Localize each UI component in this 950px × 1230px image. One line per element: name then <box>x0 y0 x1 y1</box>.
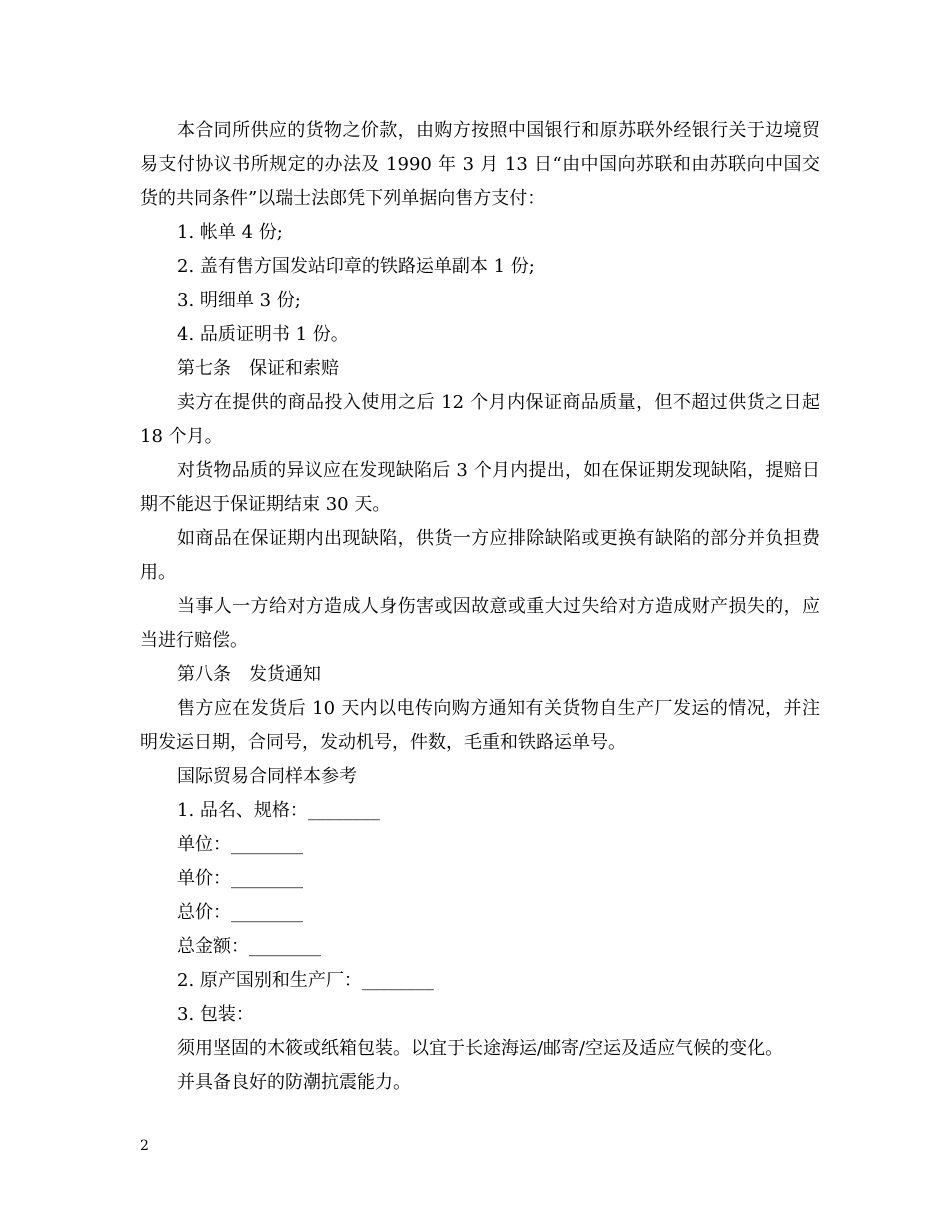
list-item-invoice: 1. 帐单 4 份; <box>177 222 283 243</box>
blank-line: ________ <box>231 834 303 855</box>
field-total-price <box>140 896 820 930</box>
field-unit-price <box>140 862 820 896</box>
paragraph-packing-requirement: 须用坚固的木筱或纸箱包装。以宜于长途海运/邮寄/空运及适应气候的变化。 <box>177 1038 784 1059</box>
paragraph-shipping-notice: 售方应在发货后 10 天内以电传向购方通知有关货物自生产厂发运的情况，并注明发运日期，合同号，发动机号，件数，毛重和铁路运单号。 <box>140 698 820 753</box>
document-body <box>140 114 820 1100</box>
field-label: 单价： <box>177 868 231 889</box>
article-7-heading: 第七条 保证和索赔 <box>177 358 339 379</box>
blank-line: ________ <box>361 970 434 991</box>
paragraph-defects: 如商品在保证期内出现缺陷，供货一方应排除缺陷或更换有缺陷的部分并负担费用。 <box>140 528 820 583</box>
field-label: 总金额： <box>177 936 249 957</box>
paragraph-warranty: 卖方在提供的商品投入使用之后 12 个月内保证商品质量，但不超过供货之日起 18 个月。 <box>140 392 820 447</box>
field-label: 总价： <box>177 902 231 923</box>
blank-line: ________ <box>231 902 303 923</box>
field-total-amount <box>140 930 820 964</box>
sample-title: 国际贸易合同样本参考 <box>177 766 357 787</box>
blank-line: ________ <box>231 868 303 889</box>
field-label: 1. 品名、规格： <box>177 800 308 821</box>
field-name-spec <box>140 794 820 828</box>
field-unit <box>140 828 820 862</box>
paragraph-moisture-resistance: 并具备良好的防潮抗震能力。 <box>177 1072 411 1093</box>
list-item-waybill: 2. 盖有售方国发站印章的铁路运单副本 1 份; <box>177 256 535 277</box>
field-label: 单位： <box>177 834 231 855</box>
page-number: 2 <box>140 1138 149 1154</box>
field-packing: 3. 包装： <box>177 1004 254 1025</box>
blank-line: ________ <box>249 936 321 957</box>
blank-line: ________ <box>307 800 380 821</box>
field-label: 2. 原产国别和生产厂： <box>177 970 362 991</box>
article-8-heading: 第八条 发货通知 <box>177 664 321 685</box>
paragraph-claims: 对货物品质的异议应在发现缺陷后 3 个月内提出，如在保证期发现缺陷，提赔日期不能迟于保证期结束 30 天。 <box>140 460 820 515</box>
paragraph-compensation: 当事人一方给对方造成人身伤害或因故意或重大过失给对方造成财产损失的，应当进行赔偿。 <box>140 596 820 651</box>
field-origin-manufacturer <box>140 964 820 998</box>
list-item-packing-list: 3. 明细单 3 份; <box>177 290 301 311</box>
paragraph-payment: 本合同所供应的货物之价款，由购方按照中国银行和原苏联外经银行关于边境贸易支付协议书所规定的办法及 1990 年 3 月 13 日“由中国向苏联和由苏联向中国交货的共同条件”以瑞士法郎凭下列单据向售方支付： <box>140 120 820 209</box>
list-item-quality-certificate: 4. 品质证明书 1 份。 <box>177 324 349 345</box>
